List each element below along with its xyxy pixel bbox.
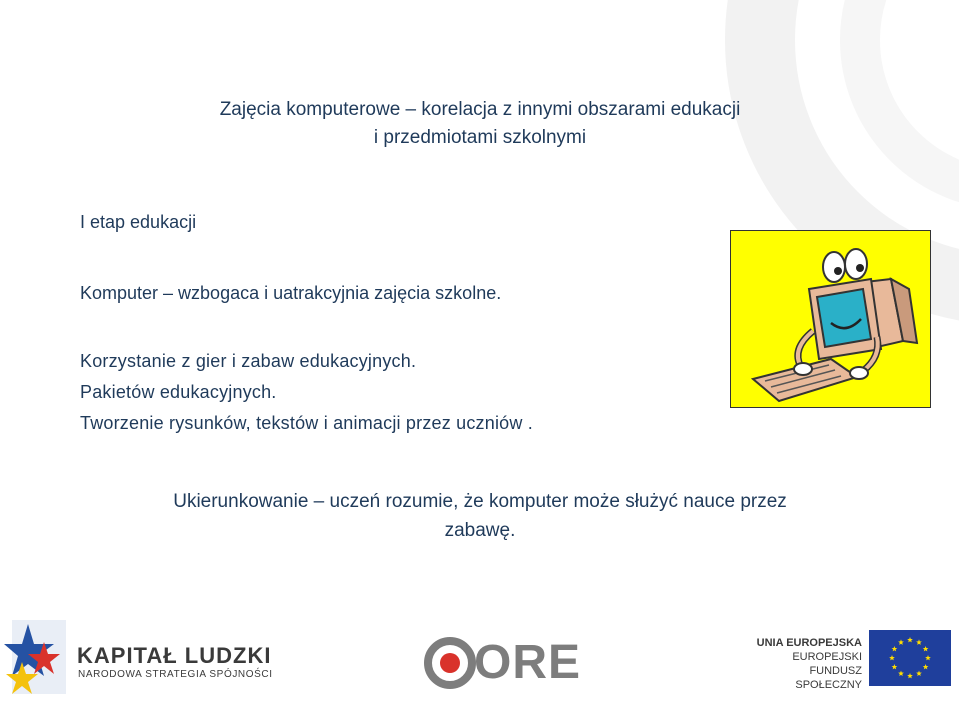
eu-star-icon [907, 673, 913, 678]
summary-line-2: zabawę. [444, 520, 516, 541]
ore-logo [424, 633, 582, 693]
title-line-2: i przedmiotami szkolnymi [373, 127, 587, 148]
kapital-ludzki-subtitle: NARODOWA STRATEGIA SPÓJNOŚCI [78, 669, 273, 680]
summary-text [95, 487, 865, 545]
ore-circle-icon [424, 633, 480, 693]
activity-list [80, 346, 533, 439]
eu-star-icon [892, 646, 898, 651]
eu-star-icon [907, 637, 913, 642]
eu-star-icon [892, 664, 898, 669]
eu-flag-icon [869, 630, 951, 686]
eu-star-icon [923, 646, 929, 651]
eu-star-icon [916, 671, 922, 676]
eu-line-2: EUROPEJSKI [792, 651, 862, 663]
summary-line-1: Ukierunkowanie – uczeń rozumie, że komputer może służyć nauce przez [173, 491, 787, 512]
computer-cartoon-icon [731, 231, 930, 407]
eu-star-icon [925, 655, 931, 660]
eu-line-3: FUNDUSZ SPOŁECZNY [795, 665, 862, 691]
eu-star-icon [923, 664, 929, 669]
komputer-statement: Komputer – wzbogaca i uatrakcyjnia zajęcia szkolne. [80, 283, 502, 303]
eu-star-icon [898, 671, 904, 676]
eu-stars-icon [869, 630, 951, 686]
eu-star-icon [898, 639, 904, 644]
list-item: Korzystanie z gier i zabaw edukacyjnych. [80, 351, 417, 371]
etap-heading: I etap edukacji [80, 212, 197, 232]
eu-text [740, 636, 862, 692]
eu-line-1: UNIA EUROPEJSKA [756, 637, 862, 649]
ore-text: ORE [474, 636, 582, 689]
kapital-ludzki-star-icon [4, 614, 74, 700]
list-item: Tworzenie rysunków, tekstów i animacji przez uczniów . [80, 413, 533, 433]
slide-title [100, 96, 860, 152]
title-line-1: Zajęcia komputerowe – korelacja z innymi obszarami edukacji [219, 99, 741, 120]
computer-clipart [730, 230, 931, 408]
eu-star-icon [916, 639, 922, 644]
eu-star-icon [889, 655, 895, 660]
list-item: Pakietów edukacyjnych. [80, 382, 277, 402]
kapital-ludzki-title: KAPITAŁ LUDZKI [77, 643, 272, 668]
